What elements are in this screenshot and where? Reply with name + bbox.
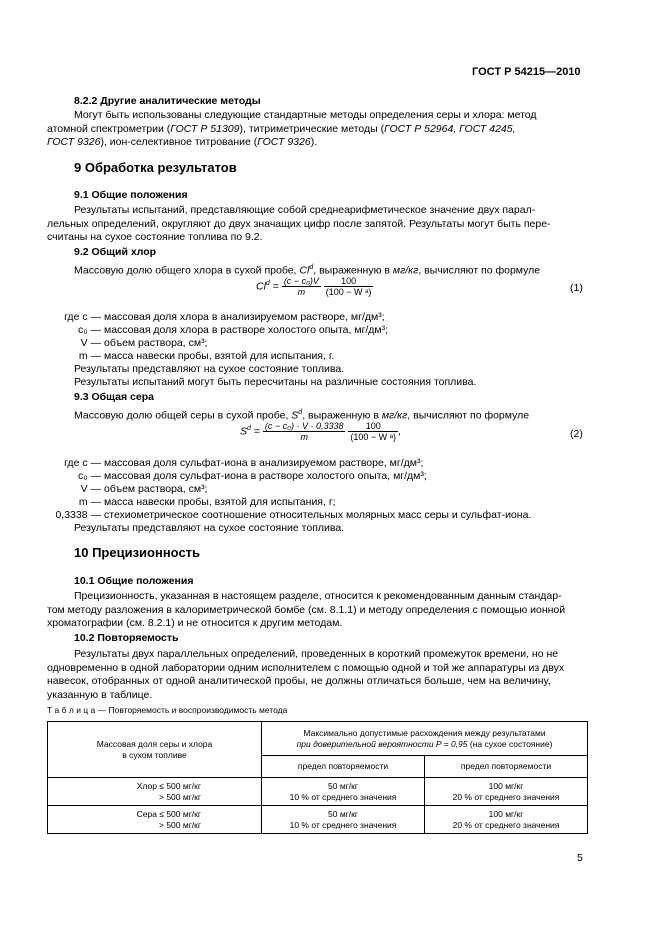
s93-intro: Массовую долю общей серы в сухой пробе, $S^d$, выраженную в мг/кг, вычисляют по формуле (74, 409, 530, 422)
where1-txt-c0: массовая доля хлора в растворе холостого опыта, мг/дм³; (104, 324, 389, 336)
where2-txt-m: масса навески пробы, взятой для испытания, г; (104, 496, 336, 508)
s102-line1: Результаты двух параллельных определений, проведенных в короткий промежуток времени, но не (74, 648, 559, 660)
where2-txt-v: объем раствора, см³; (104, 483, 208, 495)
formula-1-number: (1) (570, 282, 583, 294)
where1-sym-c0: c₀ — (77, 324, 101, 336)
s93-result-1: Результаты представляют на сухое состояние топлива. (74, 522, 345, 534)
where2-txt-c: массовая доля сульфат-иона в анализируемом растворе, мг/дм³; (104, 457, 424, 469)
where1-sym-c: где c — (64, 311, 101, 323)
section-10-title: 10 Прецизионность (74, 545, 201, 560)
where1-txt-v: объем раствора, см³; (104, 337, 208, 349)
where2-txt-coef: стехиометрическое соотношение относительных молярных масс серы и сульфат-иона. (104, 509, 532, 521)
precision-table (47, 721, 588, 834)
table-row (48, 778, 588, 806)
document-header: ГОСТ Р 54215—2010 (472, 66, 581, 78)
s92-result-2: Результаты испытаний могут быть пересчитаны на различные состояния топлива. (74, 376, 477, 388)
s101-line1: Прецизионность, указанная в настоящем разделе, относится к рекомендованным данным стандар- (74, 590, 562, 602)
table-header-left: Массовая доля серы и хлора в сухом топливе (48, 722, 262, 778)
section-9-2-title: 9.2 Общий хлор (74, 246, 157, 258)
s822-line1: Могут быть использованы следующие стандартные методы определения серы и хлора: метод (74, 109, 537, 121)
formula-1: Cl$^d$ = $\frac{\text{(c − c₀)V}}{m}$ $\frac{100}{\text{(100 − W ᵃ)}}$ (256, 276, 372, 297)
s92-intro: Массовую долю общего хлора в сухой пробе, Cl$^d$, выраженную в мг/кг, вычисляют по формуле (74, 264, 541, 277)
where1-txt-m: масса навески пробы, взятой для испытания, г. (104, 350, 335, 362)
table-cell-label: Сера ≤ 500 мг/кг > 500 мг/кг (48, 806, 262, 834)
where2-sym-coef: 0,3338 — (55, 509, 101, 521)
where1-sym-v: V — (80, 337, 101, 349)
s102-line4: указанную в таблице. (47, 689, 153, 701)
where1-txt-c: массовая доля хлора в анализируемом растворе, мг/дм³; (104, 311, 385, 323)
section-9-title: 9 Обработка результатов (74, 160, 237, 175)
section-9-3-title: 9.3 Общая сера (74, 391, 154, 403)
table-cell-label: Хлор ≤ 500 мг/кг > 500 мг/кг (48, 778, 262, 806)
table-cell-limit: 100 мг/кг 20 % от среднего значения (424, 806, 587, 834)
s91-line1: Результаты испытаний, представляющие собой среднеарифметическое значение двух парал- (74, 204, 536, 216)
s91-line3: считаны на сухое состояние топлива по 9.2. (47, 231, 263, 243)
s102-line2: одновременно в одной лаборатории одним исполнителем с помощью одной и той же аппаратуры из двух (47, 662, 565, 674)
page-number: 5 (577, 852, 583, 864)
section-10-2-title: 10.2 Повторяемость (74, 632, 179, 644)
where2-sym-m: m — (78, 496, 101, 508)
s822-line3: ГОСТ 9326), ион-селективное титрование (ГОСТ 9326). (47, 136, 318, 148)
s101-line3: хроматографии (см. 8.2.1) и не относится к другим методам. (47, 617, 343, 629)
section-10-1-title: 10.1 Общие положения (74, 575, 194, 587)
s92-result-1: Результаты представляют на сухое состояние топлива. (74, 363, 345, 375)
table-header-top: Максимально допустимые расхождения между результатами при доверительной вероятности P = 0,95 (на сухое состояние) (262, 722, 588, 756)
where2-sym-c: где c — (64, 457, 101, 469)
table-subheader-1: предел повторяемости (262, 756, 425, 778)
where2-txt-c0: массовая доля сульфат-иона в растворе холостого опыта, мг/дм³; (104, 470, 427, 482)
table-subheader-2: предел повторяемости (424, 756, 587, 778)
section-9-1-title: 9.1 Общие положения (74, 189, 188, 201)
section-8-2-2-title: 8.2.2 Другие аналитические методы (74, 95, 261, 107)
s102-line3: навесок, отобранных от одной аналитической пробы, не должны отличаться больше, чем на величину, (47, 675, 551, 687)
table-cell-repeatability: 50 мг/кг 10 % от среднего значения (262, 778, 425, 806)
table-row (48, 806, 588, 834)
table-cell-repeatability: 50 мг/кг 10 % от среднего значения (262, 806, 425, 834)
s91-line2: лельных определений, округляют до двух значащих цифр после запятой. Результаты могут быть пере- (47, 218, 551, 230)
formula-2-number: (2) (570, 428, 583, 440)
where2-sym-c0: c₀ — (77, 470, 101, 482)
s101-line2: том методу разложения в калориметрической бомбе (см. 8.1.1) и методу определения с помощью ионной (47, 604, 566, 616)
table-caption: Т а б л и ц а — Повторяемость и воспроизводимость метода (47, 705, 288, 715)
formula-2: $S^d$ = $\frac{\text{(c − c₀) · V · 0,3338}}{m}$ $\frac{100}{\text{(100 − W ᵃ)}}$ , (240, 421, 401, 442)
where2-sym-v: V — (80, 483, 101, 495)
table-cell-limit: 100 мг/кг 20 % от среднего значения (424, 778, 587, 806)
where1-sym-m: m — (78, 350, 101, 362)
s822-line2: атомной спектрометрии (ГОСТ Р 51309), титриметрические методы (ГОСТ Р 52964, ГОСТ 4245, (47, 123, 516, 135)
